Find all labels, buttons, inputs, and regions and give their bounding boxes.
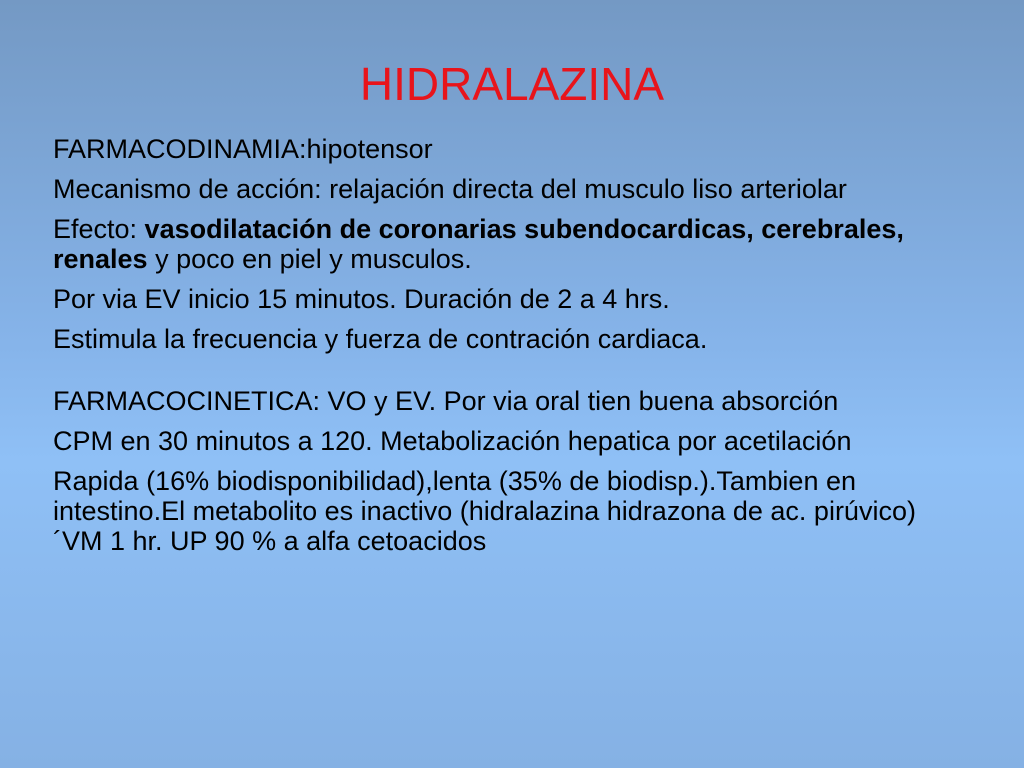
paragraph-via-ev: Por via EV inicio 15 minutos. Duración de 2 a 4 hrs. — [53, 284, 670, 314]
paragraph-estimula: Estimula la frecuencia y fuerza de contración cardiaca. — [53, 324, 708, 354]
efecto-prefix: Efecto: — [53, 214, 145, 244]
slide-body — [53, 134, 963, 566]
paragraph-farmacodinamia: FARMACODINAMIA:hipotensor — [53, 134, 433, 164]
slide-title: HIDRALAZINA — [359, 58, 665, 110]
efecto-suffix: y poco en piel y musculos. — [147, 244, 472, 274]
paragraph-farmacocinetica: FARMACOCINETICA: VO y EV. Por via oral tien buena absorción — [53, 386, 839, 416]
paragraph-mecanismo: Mecanismo de acción: relajación directa del musculo liso arteriolar — [53, 174, 847, 204]
paragraph-cpm: CPM en 30 minutos a 120. Metabolización hepatica por acetilación — [53, 426, 852, 456]
paragraph-rapida: Rapida (16% biodisponibilidad),lenta (35% de biodisp.).Tambien en intestino.El metabolito es inactivo (hidralazina hidrazona de ac. pirúvico)´VM 1 hr. UP 90 % a alfa cetoacidos — [53, 466, 916, 556]
paragraph-efecto — [53, 214, 963, 274]
paragraph-gap — [53, 364, 963, 386]
efecto-bold: vasodilatación de coronarias subendocardicas, cerebrales, renales — [53, 214, 904, 274]
